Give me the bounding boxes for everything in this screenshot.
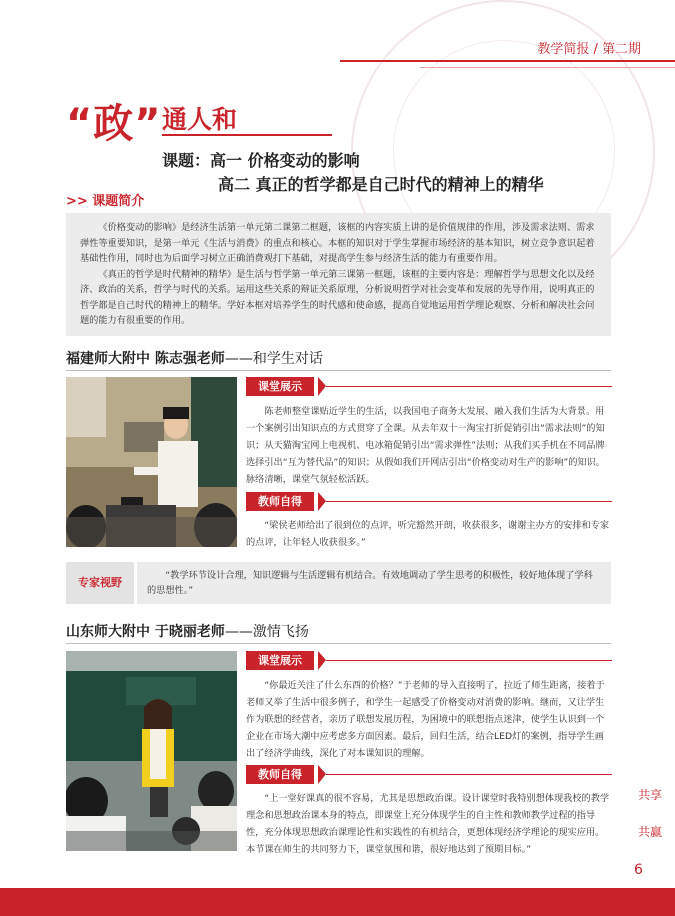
tag-arrow [318,651,326,670]
expert-comment: “教学环节设计合理，知识逻辑与生活逻辑有机结合。有效地调动了学生思考的积极性，较好地体现了学科的思想性。” [147,570,593,596]
intro-paragraph-1: 《价格变动的影响》是经济生活第一单元第二课第二框题，该框的内容实质上讲的是价值规律的作用，涉及需求法则、需求弹性等重要知识，是第一单元《生活与消费》的重点和核心。本框的知识对于学生掌握市场经济的基本知识，树立竞争意识起着基础性作用，同时也为后面学习树立正确消费观打下基础，对提高学生参与经济生活的能力有重要作用。 [80,222,595,264]
section1-heading [66,348,323,368]
header-rule [340,60,675,62]
section2-display-text [246,677,612,762]
topic-line-1: 课题：高一 价格变动的影响 [162,151,360,170]
issue-header: 教学简报 / 第二期 [537,42,641,57]
section1-teacher: 福建师大附中 陈志强老师 [66,351,225,367]
page-number: 6 [634,862,643,878]
tag-arrow [318,765,326,784]
title-rest: 通人和 [162,105,238,134]
classroom-photo-2 [66,651,237,851]
tag-rule [326,660,612,661]
intro-paragraph-2: 《真正的哲学是时代精神的精华》是生活与哲学第一单元第三课第一框题，该框的主要内容是：理解哲学与思想文化以及经济、政治的关系，哲学与时代的关系。运用这些关系的辩证关系原理，分析说明哲学对社会变革和发展的先导作用，说明真正的哲学都是自己时代的精神上的精华。学好本框对培养学生的时代感和使命感，提高自觉地运用哲学理论观察、分析和解决社会问题的能力有很重要的作用。 [80,268,595,326]
intro-heading: >> 课题简介 [66,194,145,209]
section1-photo [66,377,237,547]
section1-rule [66,370,611,371]
section2-rule [66,643,611,644]
title-underline [162,134,332,136]
classroom-photo-1 [66,377,237,547]
tag-arrow [318,492,326,511]
side-label-win: 共赢 [638,825,663,839]
title-zheng: “政” [66,101,162,147]
section1-display-paragraph: 陈老师整堂课贴近学生的生活，以我国电子商务大发展、融入我们生活为大背景。用一个案例引出知识点的方式贯穿了全课。从去年双十一淘宝打折促销引出“需求法则”的知识；从天猫淘宝网上电视机、电冰箱促销引出“需求弹性”法则；从我们买手机在不同品牌选择引出“互为替代品”的知识；从假如我们开网店引出“价格变动对生产的影响”的知识。脉络清晰，课堂气氛轻松活跃。 [246,406,605,485]
tag-teacher-reflection-1: 教师自得 [246,492,314,511]
topic-line-2: 高二 真正的哲学都是自己时代的精神上的精华 [218,175,544,194]
section2-reflection-text [246,790,612,858]
side-label-share: 共享 [638,788,663,802]
section2-display-paragraph: “你最近关注了什么东西的价格？”于老师的导入直接明了，拉近了师生距离，接着于老师又举了生活中很多例子，和学生一起感受了价格变动对消费的影响。继而，又让学生作为联想的经营者，亲历了联想发展历程，为困境中的联想指点迷津，使学生认识到一个企业在市场大潮中应考虑多方面因素。最后，回归生活，结合LED灯的案例，指导学生画出了经济学曲线，深化了对本课知识的理解。 [246,680,605,759]
section2-theme: ——激情飞扬 [224,624,309,640]
footer-bar [0,888,675,916]
tag-class-display-2: 课堂展示 [246,651,314,670]
section2-photo [66,651,237,851]
intro-box [66,213,611,336]
section1-reflection-paragraph: “梁侯老师给出了很到位的点评，听完豁然开朗，收获很多，谢谢主办方的安排和专家的点评，让年轻人收获很多。” [246,520,610,548]
tag-teacher-reflection-2: 教师自得 [246,765,314,784]
expert-box [137,562,611,604]
section2-teacher: 山东师大附中 于晓丽老师 [66,624,225,640]
section2-reflection-paragraph: “上一堂好课真的很不容易，尤其是思想政治课。设计课堂时我特别想体现我校的教学理念和思想政治课本身的特点，即课堂上充分体现学生的自主性和教师教学过程的指导性，充分体现思想政治课理论性和实践性的有机结合，更想体现经济学理论的现实应用。本节课在师生的共同努力下，课堂氛围和谐，很好地达到了预期目标。” [246,793,610,855]
section2-heading [66,621,309,641]
tag-rule [326,386,612,387]
tag-rule [326,501,612,502]
expert-label: 专家视野 [66,562,134,604]
tag-rule [326,774,612,775]
tag-class-display-1: 课堂展示 [246,377,314,396]
section1-reflection-text [246,517,612,551]
section1-theme: ——和学生对话 [224,351,323,367]
tag-arrow [318,377,326,396]
section1-display-text [246,403,612,488]
header-rule-thin [420,67,675,68]
